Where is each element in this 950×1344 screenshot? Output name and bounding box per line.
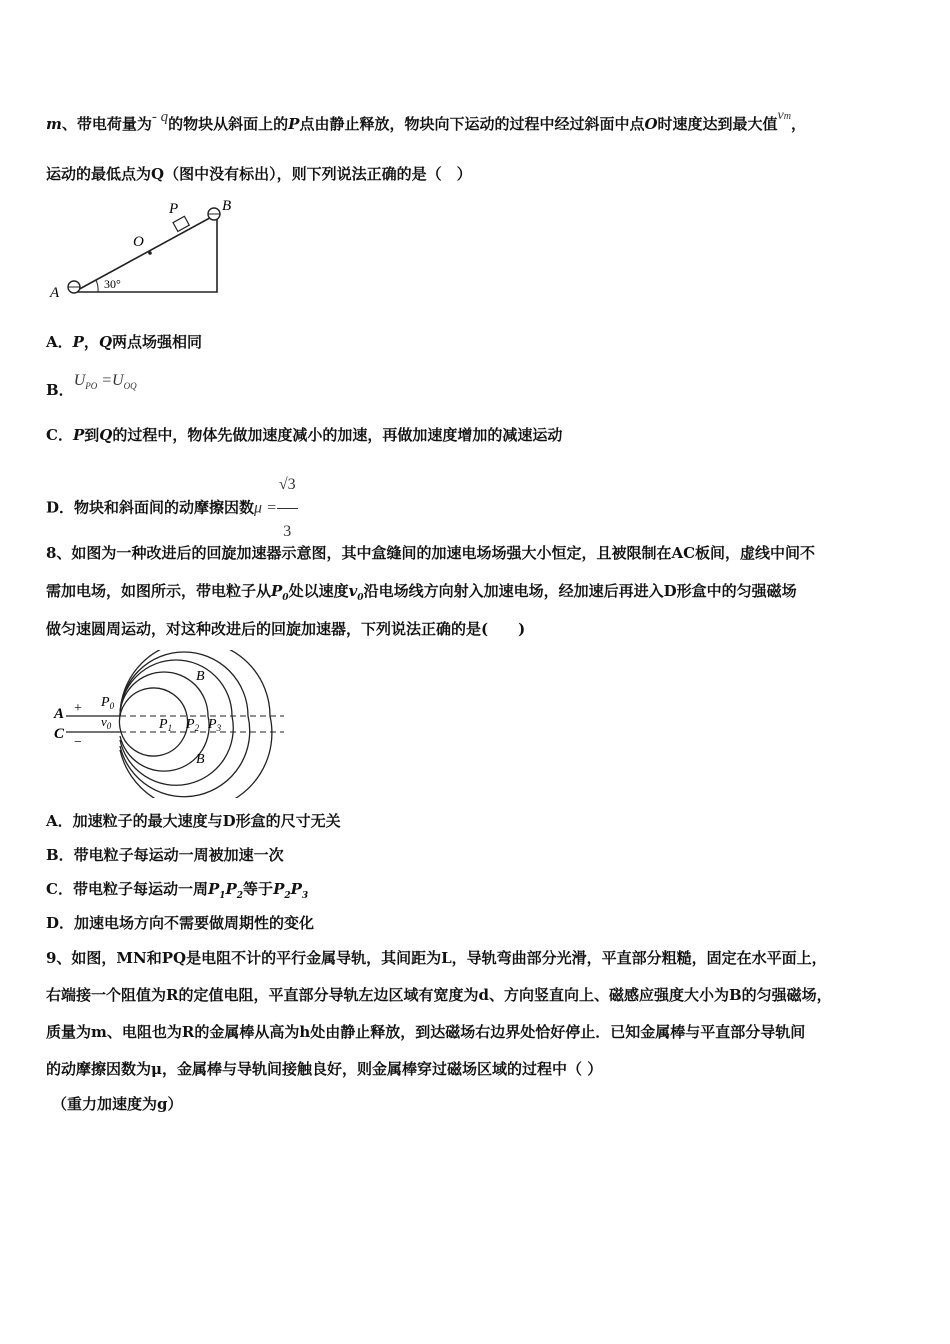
q7-option-a: A．P，Q两点场强相同 [46, 333, 203, 351]
block-p [173, 216, 189, 231]
q8-stem-line2: 需加电场，如图所示，带电粒子从$P_0$处以速度$v_0$沿电场线方向射入加速电场，经加速后再进入D形盒中的匀强磁场 [46, 582, 797, 603]
q8-stem-line1: 8、如图为一种改进后的回旋加速器示意图，其中盒缝间的加速电场场强大小恒定，且被限制在AC板间，虚线中间不 [46, 544, 816, 562]
q8-option-a: A．加速粒子的最大速度与D形盒的尺寸无关 [46, 812, 341, 830]
q9-stem-line1: 9、如图，MN和PQ是电阻不计的平行金属导轨，其间距为L，导轨弯曲部分光滑，平直部分粗糙，固定在水平面上， [46, 949, 827, 967]
incline-figure [46, 196, 236, 306]
q9-stem-line5: （重力加速度为g） [52, 1095, 183, 1113]
q7-option-b: B．$U_{PO} =U_{OQ}$ [46, 372, 137, 399]
label-plate-c: C [54, 726, 65, 742]
label-p3: $P_3$ [208, 717, 222, 733]
q9-stem-line3: 质量为m、电阻也为R的金属棒从高为h处由静止释放，到达磁场右边界处恰好停止．已知金属棒与平直部分导轨间 [46, 1023, 806, 1041]
q7-stem-line2: 运动的最低点为Q（图中没有标出），则下列说法正确的是（ ） [46, 165, 472, 183]
q7-option-d: D．物块和斜面间的动摩擦因数μ = $\frac{√3}{3}$ [46, 462, 298, 555]
label-p0: $P_0$ [101, 695, 115, 711]
q9-stem-line4: 的动摩擦因数为μ，金属棒与导轨间接触良好，则金属棒穿过磁场区域的过程中（ ） [46, 1060, 603, 1078]
mu-symbol: μ = [254, 499, 277, 517]
label-angle: 30° [104, 277, 121, 291]
label-p: P [169, 201, 179, 217]
label-minus: − [74, 735, 82, 750]
label-b: B [222, 198, 232, 214]
label-plate-a: A [54, 706, 65, 722]
label-p2: $P_2$ [186, 717, 200, 733]
potential-equation: $U_{PO} =U_{OQ}$ [73, 372, 137, 391]
label-v0: $v_0$ [101, 714, 112, 731]
label-b-bottom: B [196, 752, 205, 767]
label-p1: $P_1$ [159, 717, 173, 733]
orbit-1 [119, 688, 187, 756]
q7-option-c: C．P到Q的过程中，物体先做加速度减小的加速，再做加速度增加的减速运动 [46, 426, 563, 444]
q8-option-b: B．带电粒子每运动一周被加速一次 [46, 846, 284, 864]
label-a: A [50, 285, 60, 301]
q9-stem-line2: 右端接一个阻值为R的定值电阻，平直部分导轨左边区域有宽度为d、方向竖直向上、磁感应强度大小为B的匀强磁场， [46, 986, 832, 1004]
label-b-top: B [196, 669, 205, 684]
q7-stem-line1: m、带电荷量为- q的物块从斜面上的P点由静止释放，物块向下运动的过程中经过斜面中点O时速度达到最大值vm， [46, 108, 807, 133]
cyclotron-figure [46, 650, 296, 798]
vmax-symbol: vm [777, 108, 791, 123]
label-o: O [133, 234, 144, 250]
friction-fraction: $\frac{√3}{3}$ [277, 462, 298, 555]
q8-option-c: C．带电粒子每运动一周$P_1P_2$等于$P_2P_3$ [46, 880, 309, 901]
q8-option-d: D．加速电场方向不需要做周期性的变化 [46, 914, 315, 932]
label-plus: + [74, 701, 82, 716]
charge-symbol: - q [151, 109, 169, 125]
q8-stem-line3: 做匀速圆周运动，对这种改进后的回旋加速器，下列说法正确的是( ) [46, 620, 526, 638]
